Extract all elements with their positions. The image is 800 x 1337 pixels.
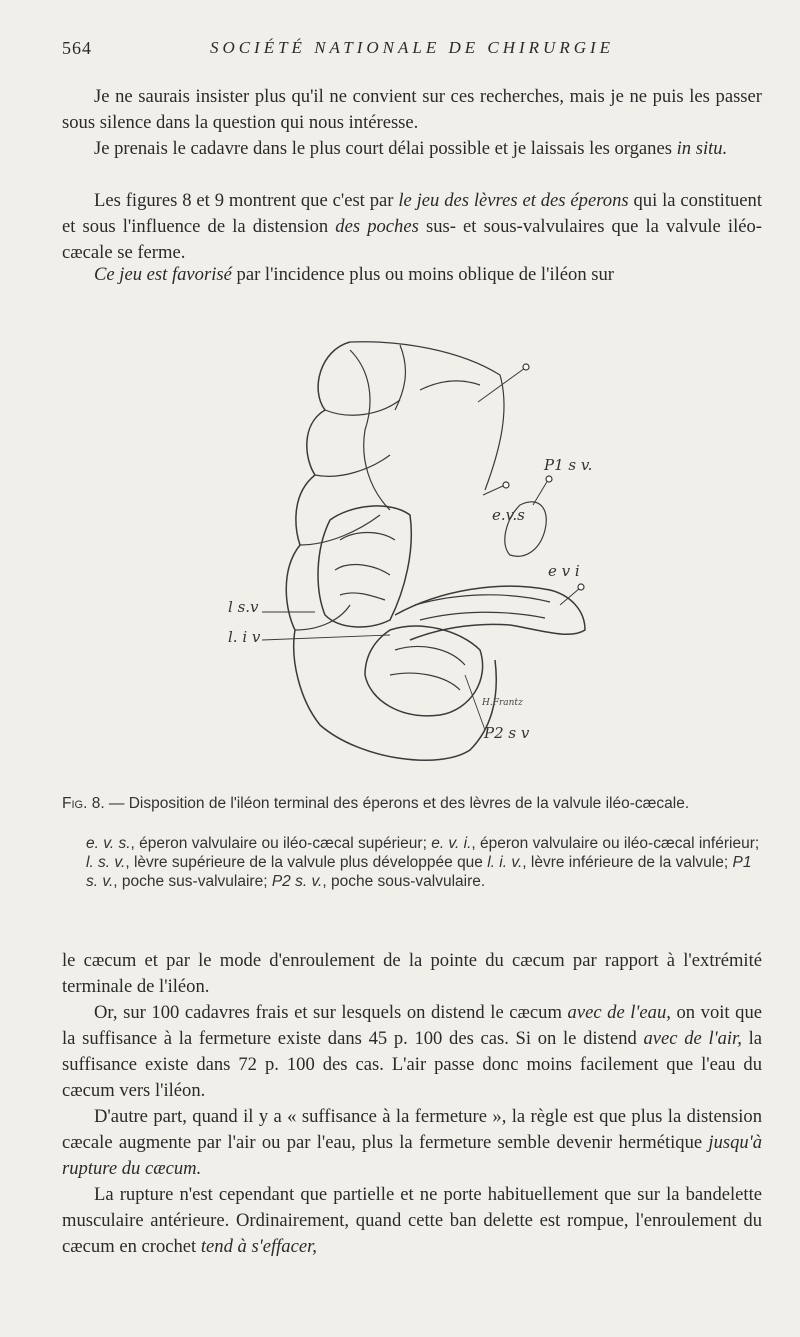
paragraph-text: D'autre part, quand il y a « suffisance à la fermeture », la règle est que plus la distension cæcale augmente par l'air ou par l'eau, plus la fermeture semble devenir hermétique	[62, 1106, 762, 1153]
anatomical-illustration	[200, 330, 610, 770]
label-p2sv: P2 s v	[484, 724, 530, 742]
abbrev: e. v. i.	[431, 835, 472, 852]
label-evs: e.v.s	[492, 506, 525, 524]
paragraph-text: le cæcum et par le mode d'enroulement de la pointe du cæcum par rapport à l'extrémité terminale de l'iléon.	[62, 950, 762, 997]
running-title: SOCIÉTÉ NATIONALE DE CHIRURGIE	[209, 38, 615, 57]
paragraph	[62, 1104, 762, 1182]
label-evi: e v i	[548, 562, 580, 580]
paragraph	[62, 1182, 762, 1260]
italic-text: tend à s'effacer,	[200, 1236, 317, 1257]
caption-text: , lèvre supérieure de la valvule plus développée que	[125, 854, 488, 871]
caption-text: , lèvre inférieure de la valvule;	[522, 854, 733, 871]
italic-text: Ce jeu est favorisé	[94, 264, 232, 285]
caecum-drawing	[200, 330, 610, 770]
paragraph	[62, 188, 762, 266]
abbrev: l. i. v.	[487, 854, 523, 871]
italic-text: avec de l'eau,	[567, 1002, 671, 1023]
paragraph-text: on voit que la suffisance à la fermeture existe dans 45 p. 100 des cas. Si on le distend	[62, 1002, 762, 1049]
illustrator-signature: H.Frantz	[482, 698, 523, 708]
label-lsv: l s.v	[228, 598, 259, 616]
italic-text: le jeu des lèvres et des éperons	[398, 190, 629, 211]
paragraph	[62, 948, 762, 1000]
figure-caption-legend	[86, 834, 762, 891]
italic-text: avec de l'air,	[643, 1028, 742, 1049]
paragraph-text: La rupture n'est cependant que partielle et ne porte habituellement que sur la bandelette musculaire antérieure. Ordinairement, quand cette ban delette est rompue, l'enroulement du cæcum en crochet	[62, 1184, 762, 1257]
caption-text: , éperon valvulaire ou iléo-cæcal supérieur;	[130, 835, 432, 852]
paragraph	[62, 136, 762, 162]
paragraph-text: Je prenais le cadavre dans le plus court délai possible et je laissais les organes	[94, 138, 677, 159]
abbrev: e. v. s.	[86, 835, 131, 852]
figure-caption-title	[62, 794, 762, 813]
paragraph-text: Je ne saurais insister plus qu'il ne convient sur ces recherches, mais je ne puis les passer sous silence dans la question qui nous intéresse.	[62, 86, 762, 133]
paragraph	[62, 262, 762, 288]
figure-number: Fig. 8.	[62, 795, 105, 812]
caption-text: , poche sus-valvulaire;	[113, 873, 272, 890]
caption-text: , éperon valvulaire ou iléo-cæcal inférieur;	[471, 835, 760, 852]
paragraph	[62, 84, 762, 136]
paragraph-text: par l'incidence plus ou moins oblique de l'iléon sur	[231, 264, 614, 285]
abbrev: P2 s. v.	[271, 873, 323, 890]
paragraph-text: Les figures 8 et 9 montrent que c'est par	[94, 190, 399, 211]
label-p1sv: P1 s v.	[544, 456, 593, 474]
caption-text: — Disposition de l'iléon terminal des éperons et des lèvres de la valvule iléo-cæcale.	[104, 795, 690, 812]
italic-text: des poches	[335, 216, 419, 237]
paragraph-text: sus- et sous-valvulaires que la valvule iléo-cæcale se ferme.	[62, 216, 762, 263]
page-number: 564	[62, 38, 92, 58]
abbrev: l. s. v.	[86, 854, 126, 871]
page-header	[62, 38, 762, 62]
paragraph-text: qui la constituent et sous l'influence de la distension	[62, 190, 763, 237]
italic-text: in situ.	[676, 138, 728, 159]
caption-text: , poche sous-valvulaire.	[322, 873, 486, 890]
abbrev: P1 s. v.	[86, 854, 752, 890]
label-liv: l. i v	[228, 628, 261, 646]
paragraph	[62, 1000, 762, 1104]
paragraph-text: Or, sur 100 cadavres frais et sur lesquels on distend le cæcum	[94, 1002, 568, 1023]
italic-text: jusqu'à rupture du cæcum.	[62, 1132, 762, 1179]
paragraph-text: la suffisance existe dans 72 p. 100 des cas. L'air passe donc moins facilement que l'eau du cæcum vers l'iléon.	[62, 1028, 762, 1101]
